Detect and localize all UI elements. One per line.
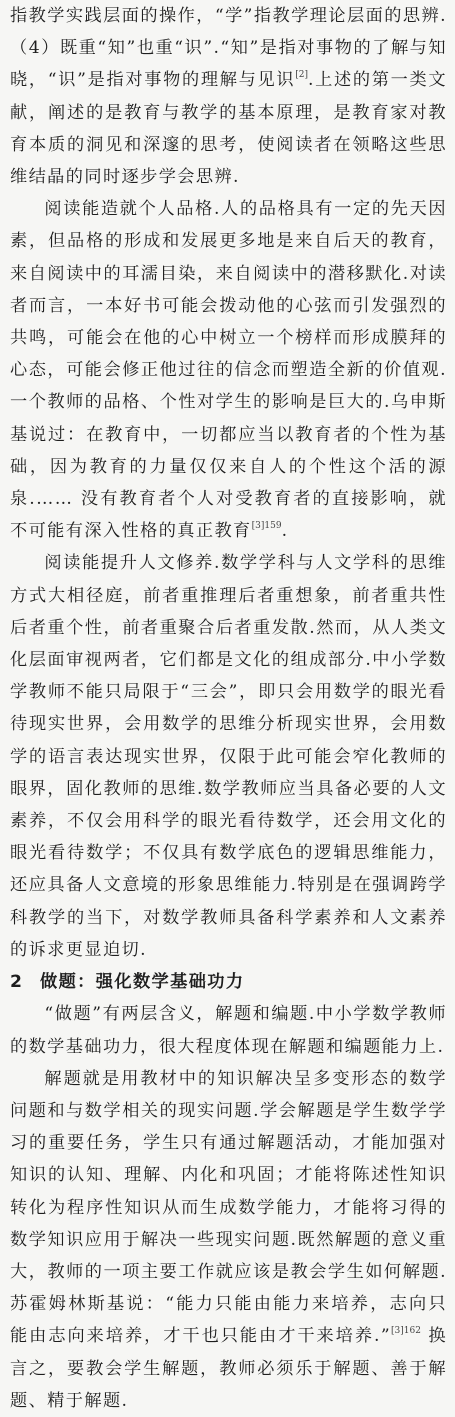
paragraph-1-text-b: .上述的第一类文献，阐述的是教育与教学的基本原理，是教育家对教育本质的洞见和深邃的思考，使阅读者在领略这些思维结晶的同时逐步学会思辨.: [10, 70, 447, 188]
paragraph-5-text-a: 解题就是用教材中的知识解决呈多变形态的数学问题和与数学相关的现实问题.学会解题是学生数学学习的重要任务，学生只有通过解题活动，才能加强对知识的认知、理解、内化和巩固；才能将陈述性知识转化为程序性知识从而生成数学能力，才能将习得的数学知识应用于解决一些现实问题.既然解题的意义重大，教师的一项主要工作就应该是教会学生如何解题.苏霍姆林斯基说：“能力只能由能力来培养，志向只能由志向来培养，才干也只能由才干来培养.”: [10, 1068, 447, 1347]
paragraph-2-text-b: .: [281, 521, 289, 542]
section-heading: [10, 966, 447, 998]
paragraph-reading-character: [10, 193, 447, 547]
paragraph-humanities: 阅读能提升人文修养.数学学科与人文学科的思维方式大相径庭，前者重推理后者重想象，前者重共性后者重个性，前者重聚合后者重发散.然而，从人类文化层面审视两者，它们都是文化的组成部分.中小学数学教师不能只局限于“三会”，即只会用数学的眼光看待现实世界，会用数学的思维分析现实世界，会用数学的语言表达现实世界，仅限于此可能会窄化教师的眼界，固化教师的思维.数学教师应当具备必要的人文素养，不仅会用科学的眼光看待数学，还会用文化的眼光看待数学；不仅具有数学底色的逻辑思维能力，还应具备人文意境的形象思维能力.特别是在强调跨学科教学的当下，对数学教师具备科学素养和人文素养的诉求更显迫切.: [10, 553, 447, 960]
paragraph-5-text-b: 换言之，要教会学生解题，教师必须乐于解题、善于解题、精于解题.: [10, 1326, 448, 1411]
paragraph-doing-problems: “做题”有两层含义，解题和编题.中小学数学教师的数学基础功力，很大程度体现在解题和编题能力上.: [10, 1004, 447, 1057]
section-number: 2: [10, 972, 24, 993]
citation-ref: [2]: [295, 70, 308, 81]
paragraph-problem-solving: [10, 1063, 447, 1417]
paragraph-1-text-a: 指教学实践层面的操作，“学”指教学理论层面的思辨.（4）既重“知”也重“识”.“知”是指对事物的了解与知晓，“识”是指对事物的理解与见识: [10, 6, 447, 91]
citation-ref: [3]162: [391, 1326, 421, 1337]
paragraph-2-text-a: 阅读能造就个人品格.人的品格具有一定的先天因素，但品格的形成和发展更多地是来自后天的教育，来自阅读中的耳濡目染，来自阅读中的潜移默化.对读者而言，一本好书可能会拨动他的心弦而引发强烈的共鸣，可能会在他的心中树立一个榜样而形成膜拜的心态，可能会修正他过往的信念而塑造全新的价值观.一个教师的品格、个性对学生的影响是巨大的.乌申斯基说过：在教育中，一切都应当以教育者的个性为基础，因为教育的力量仅仅来自人的个性这个活的源泉.…… 没有教育者个人对受教育者的直接影响，就不可能有深入性格的真正教育: [10, 199, 447, 542]
citation-ref: [3]159: [251, 521, 282, 532]
section-title: 做题：强化数学基础功力: [40, 972, 245, 993]
paragraph-1: [10, 0, 447, 193]
